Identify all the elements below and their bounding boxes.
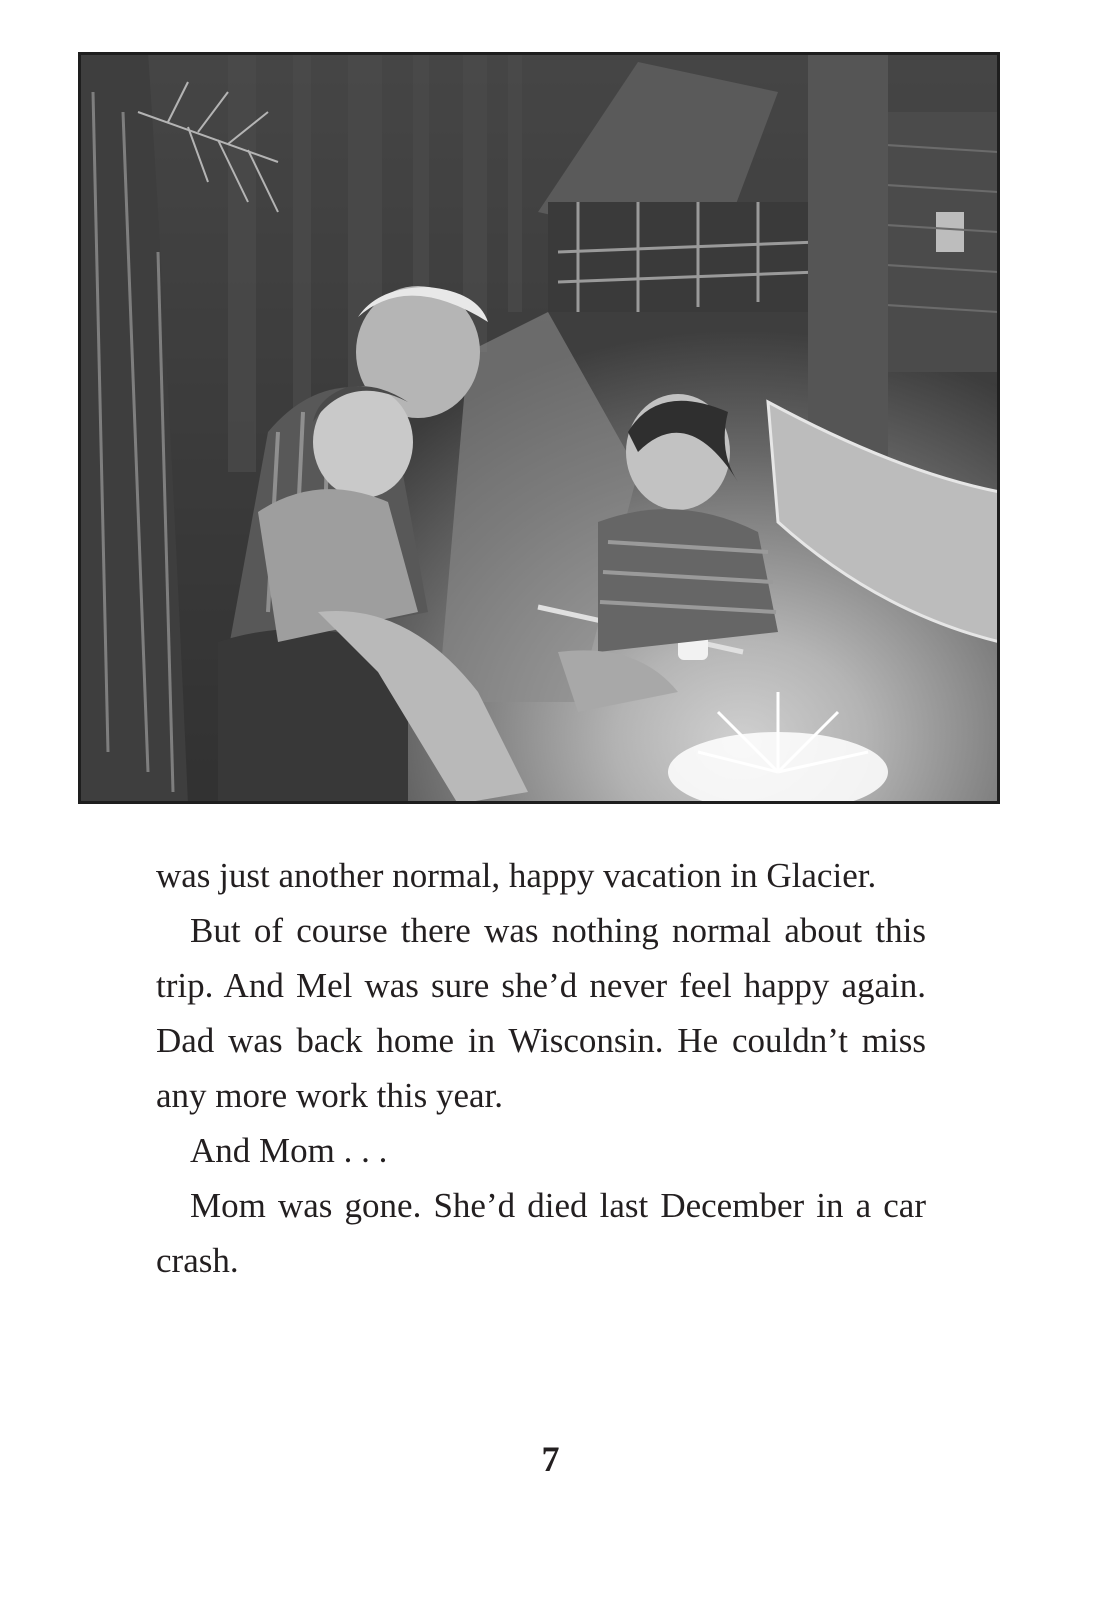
- campfire-scene-illustration: [78, 52, 1000, 804]
- page-number: 7: [541, 1439, 560, 1479]
- right-tree-trunk: [808, 52, 888, 472]
- story-text: [156, 848, 926, 1288]
- cabin-window: [936, 212, 964, 252]
- illustration-artwork: [78, 52, 1000, 804]
- paragraph-2: But of course there was nothing normal about this trip. And Mel was sure she’d never feel happy again. Dad was back home in Wisconsin. He couldn’t miss any more work this year.: [156, 911, 926, 1115]
- paragraph-3: And Mom . . .: [190, 1131, 388, 1170]
- paragraph-1: was just another normal, happy vacation in Glacier.: [156, 856, 877, 895]
- paragraph-4: Mom was gone. She’d died last December in a car crash.: [156, 1186, 926, 1280]
